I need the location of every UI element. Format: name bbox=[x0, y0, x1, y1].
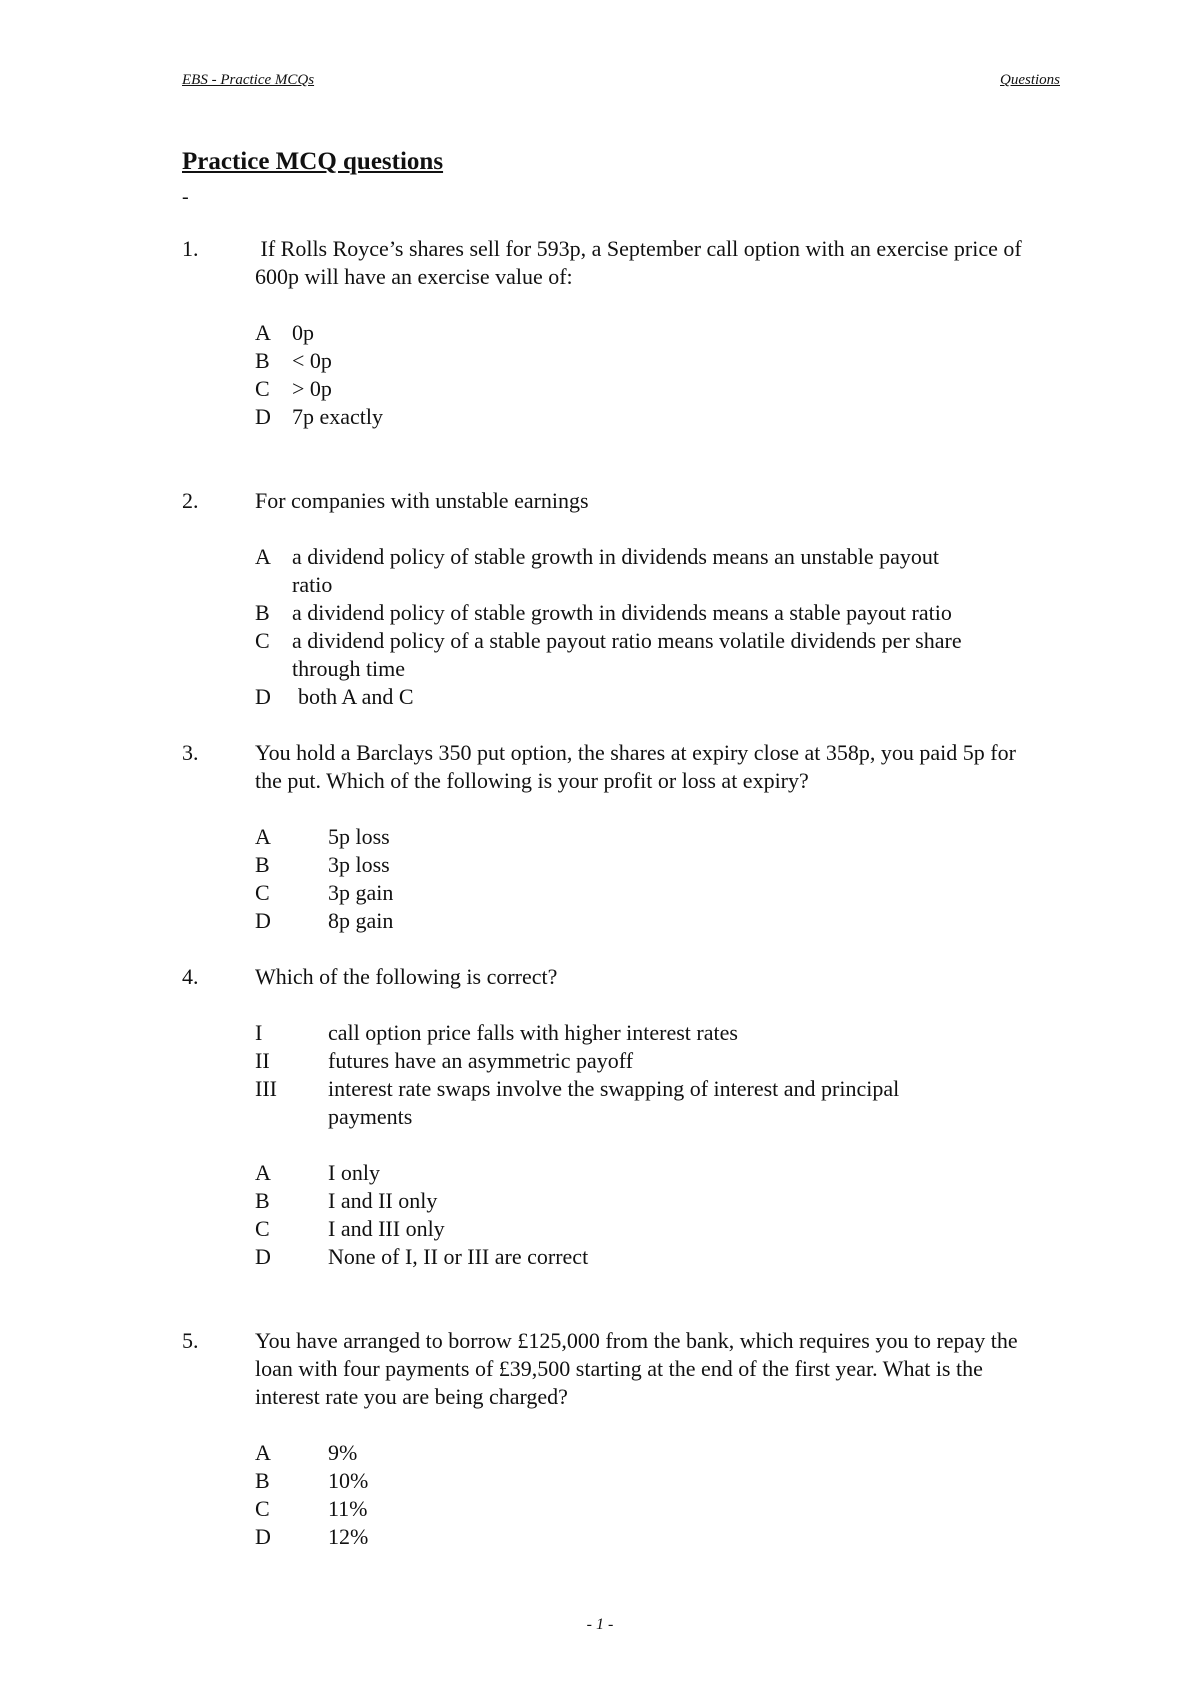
option-text: I and II only bbox=[328, 1188, 438, 1213]
option-b bbox=[255, 851, 1042, 879]
option-label: A bbox=[255, 824, 271, 849]
option-d bbox=[255, 1523, 1042, 1551]
option-c bbox=[255, 627, 975, 683]
page-title: Practice MCQ questions bbox=[182, 148, 444, 175]
option-text: both A and C bbox=[298, 684, 414, 709]
option-label: D bbox=[255, 1524, 271, 1549]
option-label: C bbox=[255, 1496, 270, 1521]
question-number: 2. bbox=[182, 488, 199, 513]
question-text: If Rolls Royce’s shares sell for 593p, a September call option with an exercise price of 600p will have an exercise value of: bbox=[255, 236, 1022, 289]
option-label: C bbox=[255, 376, 270, 401]
option-text: < 0p bbox=[292, 348, 332, 373]
question-1 bbox=[182, 235, 1042, 431]
statement-text: interest rate swaps involve the swapping of interest and principal payments bbox=[328, 1076, 900, 1129]
option-d bbox=[255, 683, 975, 711]
option-label: D bbox=[255, 404, 271, 429]
option-d bbox=[255, 1243, 1042, 1271]
option-a bbox=[255, 1159, 1042, 1187]
option-c bbox=[255, 879, 1042, 907]
option-a bbox=[255, 543, 975, 599]
option-label: B bbox=[255, 600, 270, 625]
option-c bbox=[255, 1215, 1042, 1243]
statement-iii bbox=[255, 1075, 975, 1131]
statement-text: futures have an asymmetric payoff bbox=[328, 1048, 634, 1073]
option-b bbox=[255, 1467, 1042, 1495]
option-b bbox=[255, 1187, 1042, 1215]
option-text: 0p bbox=[292, 320, 314, 345]
option-text: 7p exactly bbox=[292, 404, 384, 429]
question-text: For companies with unstable earnings bbox=[255, 488, 589, 513]
option-d bbox=[255, 907, 1042, 935]
statements bbox=[255, 1019, 975, 1131]
option-text: 3p loss bbox=[328, 852, 390, 877]
option-text: 10% bbox=[328, 1468, 369, 1493]
statement-ii bbox=[255, 1047, 975, 1075]
option-text: 5p loss bbox=[328, 824, 390, 849]
option-text: a dividend policy of a stable payout ratio means volatile dividends per share through time bbox=[292, 628, 962, 681]
option-label: C bbox=[255, 1216, 270, 1241]
option-text: 11% bbox=[328, 1496, 368, 1521]
option-b bbox=[255, 599, 975, 627]
question-3 bbox=[182, 739, 1042, 935]
question-number: 3. bbox=[182, 740, 199, 765]
option-label: D bbox=[255, 684, 271, 709]
question-number: 5. bbox=[182, 1328, 199, 1353]
question-text: Which of the following is correct? bbox=[255, 964, 558, 989]
question-2 bbox=[182, 487, 1042, 711]
option-text: 12% bbox=[328, 1524, 369, 1549]
option-b bbox=[255, 347, 1042, 375]
title-dash: - bbox=[182, 186, 189, 208]
option-text: a dividend policy of stable growth in dividends means an unstable payout ratio bbox=[292, 544, 940, 597]
option-text: None of I, II or III are correct bbox=[328, 1244, 589, 1269]
option-text: I only bbox=[328, 1160, 380, 1185]
option-text: 3p gain bbox=[328, 880, 394, 905]
options bbox=[255, 543, 975, 711]
option-label: B bbox=[255, 348, 270, 373]
option-label: C bbox=[255, 880, 270, 905]
option-label: B bbox=[255, 852, 270, 877]
option-a bbox=[255, 1439, 1042, 1467]
option-label: D bbox=[255, 908, 271, 933]
option-label: A bbox=[255, 544, 271, 569]
options bbox=[255, 319, 1042, 431]
statement-label: I bbox=[255, 1020, 263, 1045]
option-c bbox=[255, 1495, 1042, 1523]
options bbox=[255, 823, 1042, 935]
statement-text: call option price falls with higher interest rates bbox=[328, 1020, 738, 1045]
page-number: - 1 - bbox=[586, 1616, 614, 1633]
options bbox=[255, 1439, 1042, 1551]
option-c bbox=[255, 375, 1042, 403]
question-number: 1. bbox=[182, 236, 199, 261]
statement-i bbox=[255, 1019, 975, 1047]
option-label: B bbox=[255, 1468, 270, 1493]
question-text: You have arranged to borrow £125,000 from the bank, which requires you to repay the loan with four payments of £39,500 starting at the end of the first year. What is the interest rate you are being charged? bbox=[255, 1328, 1018, 1409]
header-right: Questions bbox=[1000, 72, 1060, 88]
option-text: 8p gain bbox=[328, 908, 394, 933]
option-text: I and III only bbox=[328, 1216, 445, 1241]
option-label: D bbox=[255, 1244, 271, 1269]
option-label: A bbox=[255, 1440, 271, 1465]
option-a bbox=[255, 823, 1042, 851]
option-label: A bbox=[255, 320, 271, 345]
option-label: C bbox=[255, 628, 270, 653]
options bbox=[255, 1159, 1042, 1271]
option-text: 9% bbox=[328, 1440, 358, 1465]
option-a bbox=[255, 319, 1042, 347]
question-4 bbox=[182, 963, 1042, 1271]
option-d bbox=[255, 403, 1042, 431]
question-list bbox=[182, 235, 1042, 1551]
header-left: EBS - Practice MCQs bbox=[182, 72, 315, 88]
option-label: A bbox=[255, 1160, 271, 1185]
statement-label: II bbox=[255, 1048, 270, 1073]
option-text: a dividend policy of stable growth in dividends means a stable payout ratio bbox=[292, 600, 952, 625]
option-text: > 0p bbox=[292, 376, 332, 401]
question-number: 4. bbox=[182, 964, 199, 989]
question-text: You hold a Barclays 350 put option, the shares at expiry close at 358p, you paid 5p for the put. Which of the following is your profit or loss at expiry? bbox=[255, 740, 1016, 793]
statement-label: III bbox=[255, 1076, 277, 1101]
option-label: B bbox=[255, 1188, 270, 1213]
question-5 bbox=[182, 1327, 1042, 1551]
